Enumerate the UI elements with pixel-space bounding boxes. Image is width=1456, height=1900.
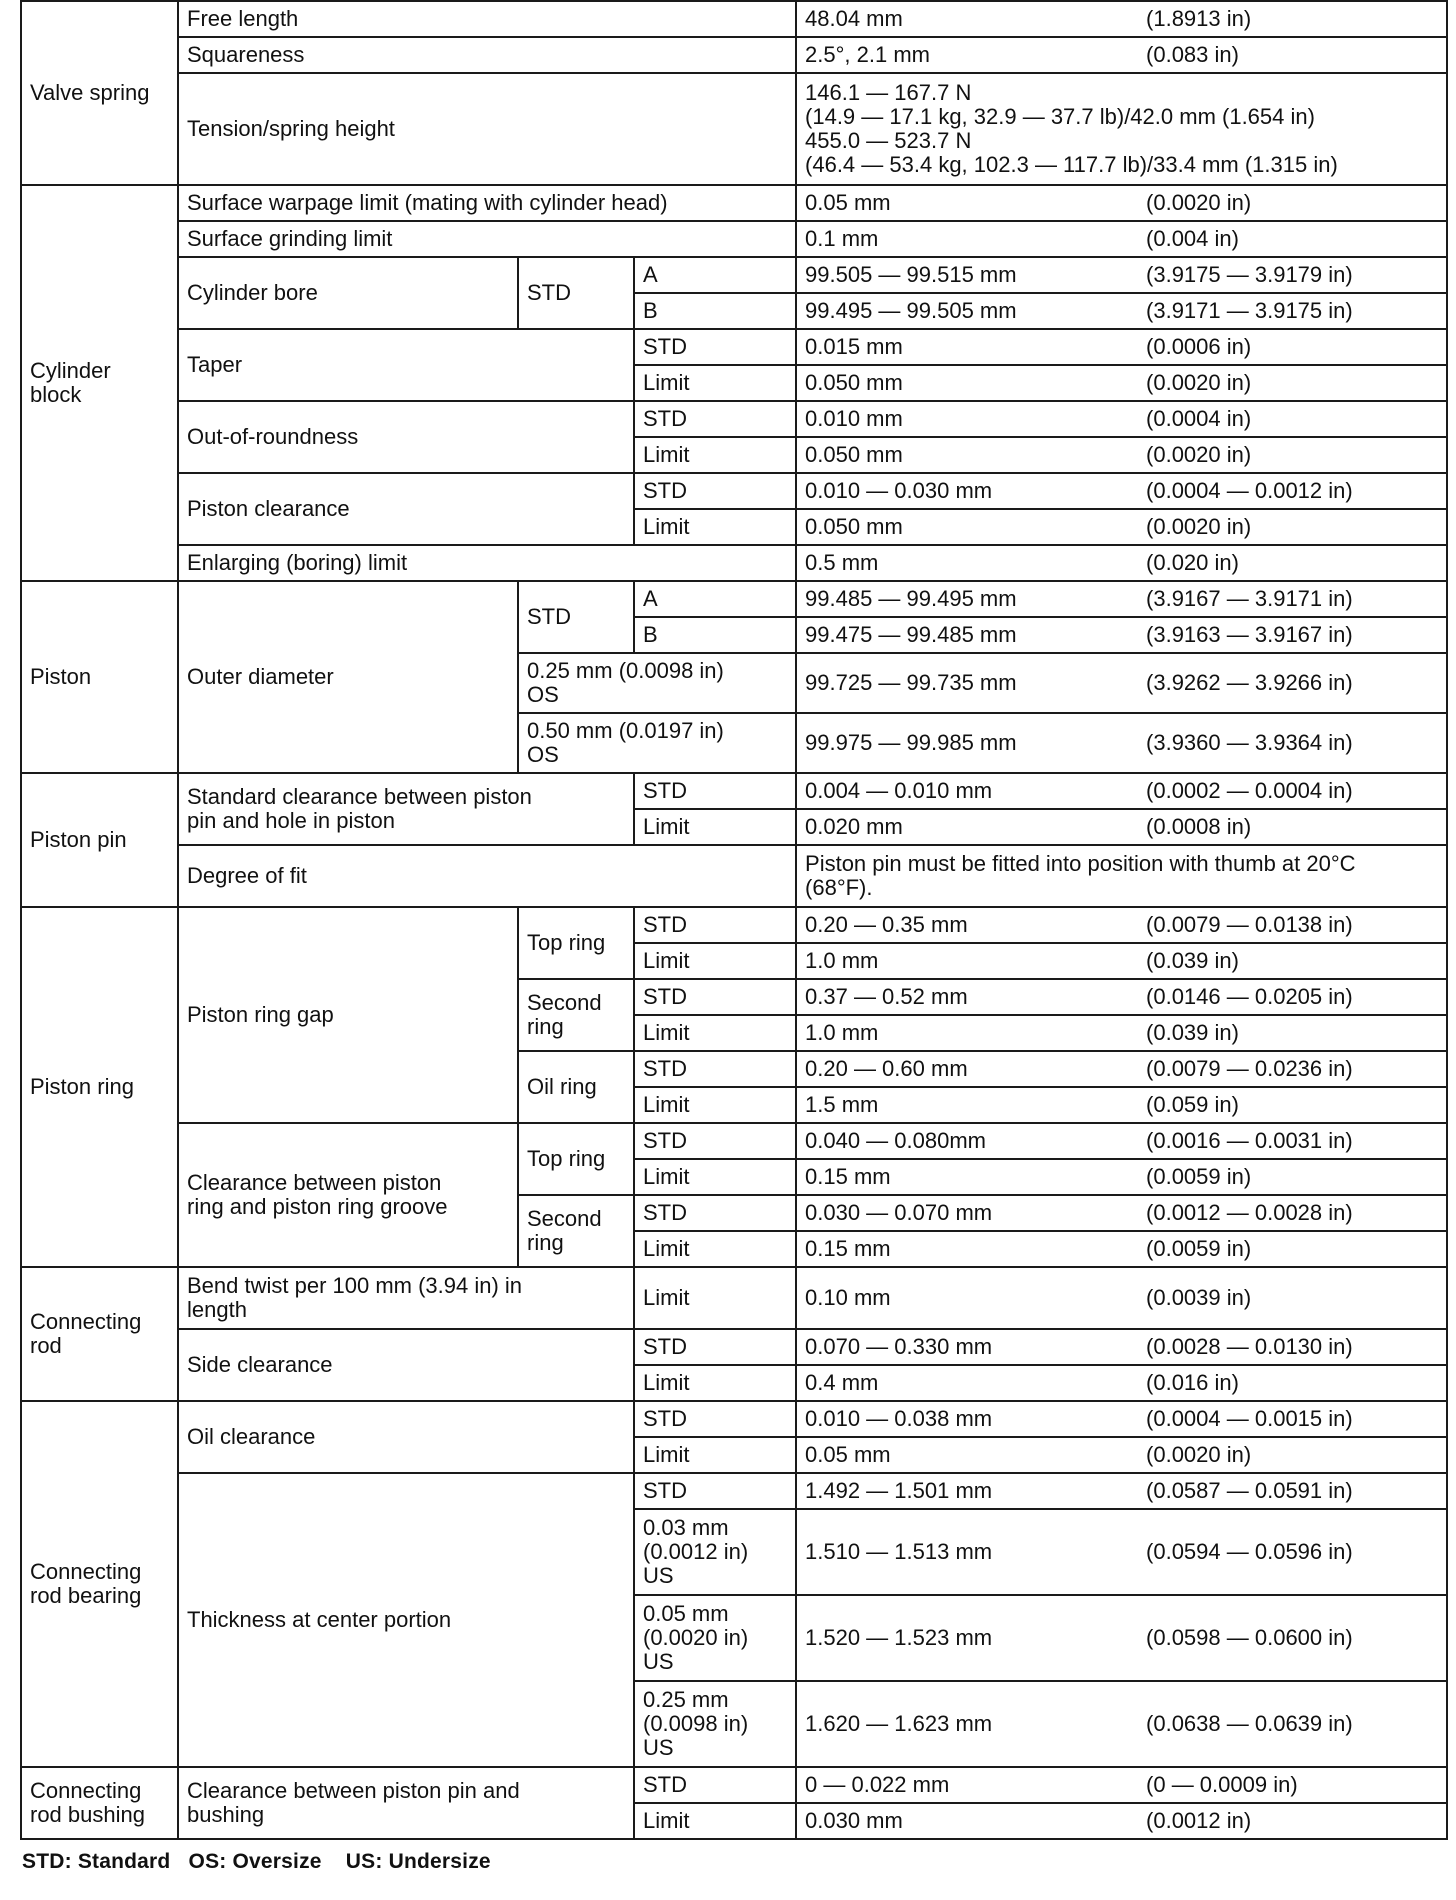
item-label: Squareness — [178, 37, 796, 73]
grade-label: A — [634, 257, 796, 293]
value-mm: 0.050 mm — [796, 437, 1138, 473]
value-in: (0.039 in) — [1138, 1015, 1447, 1051]
value-mm: 0.5 mm — [796, 545, 1138, 581]
item-label: Clearance between piston pin and bushing — [178, 1767, 634, 1839]
cond-label: STD — [634, 1123, 796, 1159]
value-in: (0.0039 in) — [1138, 1267, 1447, 1329]
value-mm: 2.5°, 2.1 mm — [796, 37, 1138, 73]
cond-label: Limit — [634, 1231, 796, 1267]
category-cylinder-block: Cylinder block — [21, 185, 178, 581]
cond-label: STD — [634, 1401, 796, 1437]
value-in: (0.0002 — 0.0004 in) — [1138, 773, 1447, 809]
value-in: (0.0638 — 0.0639 in) — [1138, 1681, 1447, 1767]
item-label: Cylinder bore — [178, 257, 518, 329]
value-mm: 0.1 mm — [796, 221, 1138, 257]
value-in: (0.0059 in) — [1138, 1231, 1447, 1267]
table-row — [21, 73, 1447, 185]
item-label: Enlarging (boring) limit — [178, 545, 796, 581]
value-in: (3.9262 — 3.9266 in) — [1138, 653, 1447, 713]
value-mm: 0.05 mm — [796, 1437, 1138, 1473]
value-mm: 0.020 mm — [796, 809, 1138, 845]
table-row — [21, 773, 1447, 809]
value-in: (0 — 0.0009 in) — [1138, 1767, 1447, 1803]
value-mm: 0.010 — 0.038 mm — [796, 1401, 1138, 1437]
cond-label: STD — [634, 401, 796, 437]
table-row — [21, 545, 1447, 581]
value-in: (0.083 in) — [1138, 37, 1447, 73]
table-row — [21, 329, 1447, 365]
cond-label: Limit — [634, 365, 796, 401]
value-mm: 99.485 — 99.495 mm — [796, 581, 1138, 617]
item-label: Taper — [178, 329, 634, 401]
value-mm: 0.05 mm — [796, 185, 1138, 221]
value-mm: 1.0 mm — [796, 943, 1138, 979]
table-row — [21, 401, 1447, 437]
ring-label: Second ring — [518, 1195, 634, 1267]
oversize-label: 0.50 mm (0.0197 in) OS — [518, 713, 796, 773]
service-data-table — [20, 0, 1446, 1840]
value-in: (0.0079 — 0.0138 in) — [1138, 907, 1447, 943]
cond-label: Limit — [634, 1015, 796, 1051]
item-label: Outer diameter — [178, 581, 518, 773]
value-in: (3.9171 — 3.9175 in) — [1138, 293, 1447, 329]
table-row — [21, 257, 1447, 293]
item-label: Side clearance — [178, 1329, 634, 1401]
cond-label: STD — [634, 1195, 796, 1231]
value-mm: 0.030 — 0.070 mm — [796, 1195, 1138, 1231]
value-mm: 0.070 — 0.330 mm — [796, 1329, 1138, 1365]
oversize-label: 0.25 mm (0.0098 in) OS — [518, 653, 796, 713]
cond-label: STD — [634, 1473, 796, 1509]
table-row — [21, 221, 1447, 257]
ring-label: Oil ring — [518, 1051, 634, 1123]
value-in: (0.0006 in) — [1138, 329, 1447, 365]
value-mm: 1.510 — 1.513 mm — [796, 1509, 1138, 1595]
item-label: Oil clearance — [178, 1401, 634, 1473]
table-row — [21, 1767, 1447, 1803]
undersize-label: 0.05 mm (0.0020 in) US — [634, 1595, 796, 1681]
table-row — [21, 907, 1447, 943]
item-label: Out-of-roundness — [178, 401, 634, 473]
grade-label: A — [634, 581, 796, 617]
item-label: Free length — [178, 1, 796, 37]
ring-label: Top ring — [518, 907, 634, 979]
value-in: (0.0146 — 0.0205 in) — [1138, 979, 1447, 1015]
value-in: (0.0004 in) — [1138, 401, 1447, 437]
item-label: Clearance between piston ring and piston ring groove — [178, 1123, 518, 1267]
grade-label: B — [634, 617, 796, 653]
value-in: (0.0598 — 0.0600 in) — [1138, 1595, 1447, 1681]
value-mm: 0.15 mm — [796, 1231, 1138, 1267]
value-in: (0.0016 — 0.0031 in) — [1138, 1123, 1447, 1159]
value-mm: 99.495 — 99.505 mm — [796, 293, 1138, 329]
item-label: Piston ring gap — [178, 907, 518, 1123]
value-mm: 0.050 mm — [796, 509, 1138, 545]
value-mm: 0.030 mm — [796, 1803, 1138, 1839]
cond-label: Limit — [634, 1087, 796, 1123]
cond-label: STD — [634, 773, 796, 809]
cond-label: STD — [634, 1329, 796, 1365]
cond-label: STD — [634, 979, 796, 1015]
undersize-label: 0.25 mm (0.0098 in) US — [634, 1681, 796, 1767]
cond-label: Limit — [634, 437, 796, 473]
value-mm: 0.20 — 0.35 mm — [796, 907, 1138, 943]
value-mm: 0.010 mm — [796, 401, 1138, 437]
value-in: (0.0004 — 0.0012 in) — [1138, 473, 1447, 509]
grade-label: B — [634, 293, 796, 329]
cond-label: Limit — [634, 509, 796, 545]
value-mm: 1.5 mm — [796, 1087, 1138, 1123]
value-in: (3.9167 — 3.9171 in) — [1138, 581, 1447, 617]
value-mm: 1.0 mm — [796, 1015, 1138, 1051]
value-mm: 0.4 mm — [796, 1365, 1138, 1401]
sub-label: STD — [518, 257, 634, 329]
value-in: (0.0020 in) — [1138, 437, 1447, 473]
table-row — [21, 473, 1447, 509]
value-in: (0.020 in) — [1138, 545, 1447, 581]
table-row — [21, 37, 1447, 73]
value-text: 146.1 — 167.7 N (14.9 — 17.1 kg, 32.9 — 37.7 lb)/42.0 mm (1.654 in) 455.0 — 523.7 N (46.4 — 53.4 kg, 102.3 — 117.7 lb)/33.4 mm (1.315 in) — [796, 73, 1447, 185]
cond-label: STD — [634, 1767, 796, 1803]
value-in: (1.8913 in) — [1138, 1, 1447, 37]
sub-label: STD — [518, 581, 634, 653]
value-in: (3.9360 — 3.9364 in) — [1138, 713, 1447, 773]
ring-label: Second ring — [518, 979, 634, 1051]
cond-label: Limit — [634, 1437, 796, 1473]
cond-label: Limit — [634, 1365, 796, 1401]
table-row — [21, 1267, 1447, 1329]
value-in: (0.016 in) — [1138, 1365, 1447, 1401]
value-mm: 0.15 mm — [796, 1159, 1138, 1195]
value-in: (3.9163 — 3.9167 in) — [1138, 617, 1447, 653]
value-text: Piston pin must be fitted into position with thumb at 20°C (68°F). — [796, 845, 1447, 907]
value-in: (0.059 in) — [1138, 1087, 1447, 1123]
value-in: (0.0059 in) — [1138, 1159, 1447, 1195]
value-in: (0.0020 in) — [1138, 509, 1447, 545]
item-label: Piston clearance — [178, 473, 634, 545]
table-row — [21, 1473, 1447, 1509]
undersize-label: 0.03 mm (0.0012 in) US — [634, 1509, 796, 1595]
value-mm: 1.520 — 1.523 mm — [796, 1595, 1138, 1681]
cond-label: Limit — [634, 1267, 796, 1329]
value-mm: 1.620 — 1.623 mm — [796, 1681, 1138, 1767]
value-in: (0.0012 — 0.0028 in) — [1138, 1195, 1447, 1231]
item-label: Thickness at center portion — [178, 1473, 634, 1767]
category-valve-spring: Valve spring — [21, 1, 178, 185]
cond-label: STD — [634, 1051, 796, 1087]
value-in: (0.039 in) — [1138, 943, 1447, 979]
value-in: (0.0020 in) — [1138, 365, 1447, 401]
item-label: Tension/spring height — [178, 73, 796, 185]
item-label: Bend twist per 100 mm (3.94 in) in length — [178, 1267, 634, 1329]
value-in: (0.0004 — 0.0015 in) — [1138, 1401, 1447, 1437]
value-mm: 0.010 — 0.030 mm — [796, 473, 1138, 509]
value-mm: 0.040 — 0.080mm — [796, 1123, 1138, 1159]
cond-label: Limit — [634, 1159, 796, 1195]
table-row — [21, 1123, 1447, 1159]
category-connecting-rod-bearing: Connecting rod bearing — [21, 1401, 178, 1767]
value-in: (0.0028 — 0.0130 in) — [1138, 1329, 1447, 1365]
value-in: (0.0008 in) — [1138, 809, 1447, 845]
value-mm: 0.37 — 0.52 mm — [796, 979, 1138, 1015]
cond-label: STD — [634, 907, 796, 943]
item-label: Degree of fit — [178, 845, 796, 907]
value-mm: 0.004 — 0.010 mm — [796, 773, 1138, 809]
value-mm: 1.492 — 1.501 mm — [796, 1473, 1138, 1509]
value-in: (3.9175 — 3.9179 in) — [1138, 257, 1447, 293]
table-row — [21, 581, 1447, 617]
value-in: (0.0587 — 0.0591 in) — [1138, 1473, 1447, 1509]
value-mm: 99.475 — 99.485 mm — [796, 617, 1138, 653]
cond-label: STD — [634, 473, 796, 509]
table-row — [21, 185, 1447, 221]
value-mm: 99.975 — 99.985 mm — [796, 713, 1138, 773]
table-row — [21, 1329, 1447, 1365]
value-mm: 48.04 mm — [796, 1, 1138, 37]
cond-label: Limit — [634, 1803, 796, 1839]
table-row — [21, 1, 1447, 37]
ring-label: Top ring — [518, 1123, 634, 1195]
value-mm: 0.015 mm — [796, 329, 1138, 365]
category-connecting-rod-bushing: Connecting rod bushing — [21, 1767, 178, 1839]
value-mm: 99.505 — 99.515 mm — [796, 257, 1138, 293]
value-in: (0.0020 in) — [1138, 1437, 1447, 1473]
category-connecting-rod: Connecting rod — [21, 1267, 178, 1401]
value-in: (0.0012 in) — [1138, 1803, 1447, 1839]
value-mm: 0 — 0.022 mm — [796, 1767, 1138, 1803]
item-label: Surface grinding limit — [178, 221, 796, 257]
category-piston-pin: Piston pin — [21, 773, 178, 907]
value-in: (0.0594 — 0.0596 in) — [1138, 1509, 1447, 1595]
table-row — [21, 1401, 1447, 1437]
table-row — [21, 845, 1447, 907]
value-mm: 0.10 mm — [796, 1267, 1138, 1329]
value-in: (0.0020 in) — [1138, 185, 1447, 221]
value-in: (0.004 in) — [1138, 221, 1447, 257]
cond-label: Limit — [634, 943, 796, 979]
cond-label: STD — [634, 329, 796, 365]
category-piston-ring: Piston ring — [21, 907, 178, 1267]
value-mm: 99.725 — 99.735 mm — [796, 653, 1138, 713]
value-mm: 0.20 — 0.60 mm — [796, 1051, 1138, 1087]
category-piston: Piston — [21, 581, 178, 773]
cond-label: Limit — [634, 809, 796, 845]
value-mm: 0.050 mm — [796, 365, 1138, 401]
item-label: Surface warpage limit (mating with cylinder head) — [178, 185, 796, 221]
item-label: Standard clearance between piston pin and hole in piston — [178, 773, 634, 845]
value-in: (0.0079 — 0.0236 in) — [1138, 1051, 1447, 1087]
abbreviation-footnote: STD: Standard OS: Oversize US: Undersize — [22, 1850, 491, 1873]
